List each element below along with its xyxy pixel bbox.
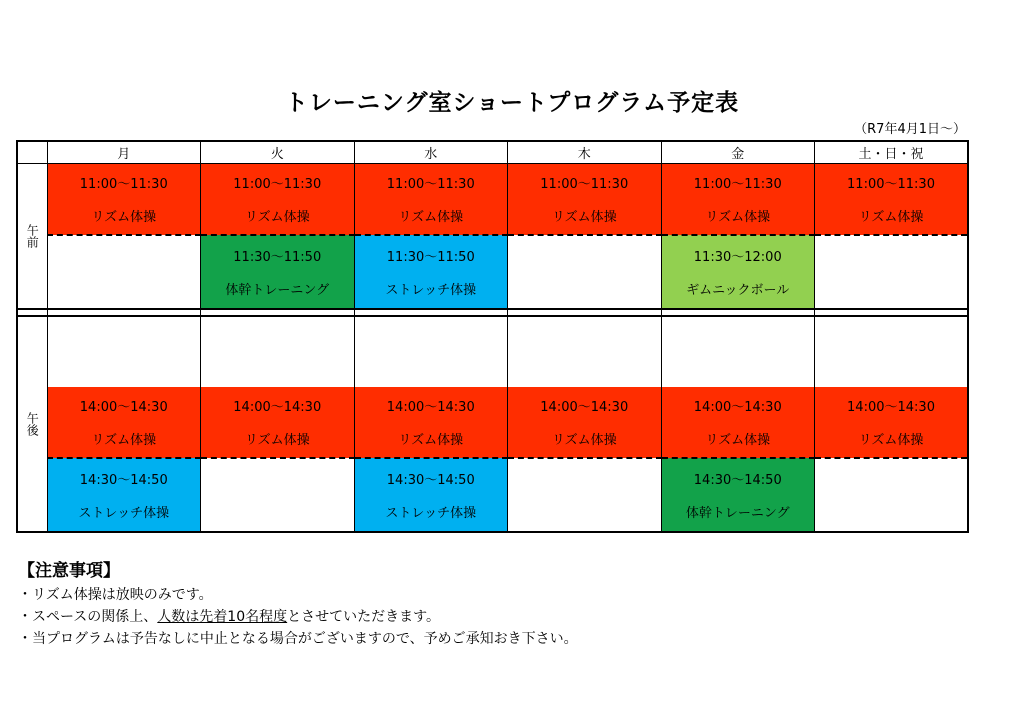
program-cell: [354, 235, 508, 309]
program-cell: [661, 235, 815, 309]
program-cell: [508, 235, 662, 309]
program-cell: [815, 387, 969, 458]
corner-cell: [17, 141, 47, 164]
page-title: トレーニング室ショートプログラム予定表: [284, 90, 740, 116]
program-cell: [201, 235, 355, 309]
program-name: リズム体操: [551, 433, 617, 448]
day-mon: 月: [47, 141, 201, 164]
program-name: リズム体操: [705, 210, 771, 225]
empty-cell: [201, 316, 355, 387]
program-time: 11:00～11:30: [847, 177, 935, 192]
program-cell: [354, 387, 508, 458]
program-time: 14:00～14:30: [79, 400, 168, 415]
note-line: ・当プログラムは予告なしに中止となる場合がございますので、予めご承知おき下さい。: [18, 631, 578, 647]
day-wed: 水: [354, 141, 508, 164]
period-am: 午前: [17, 164, 47, 310]
program-time: 11:00～11:30: [386, 177, 475, 192]
separator-cell: [508, 309, 662, 316]
program-time: 14:30～14:50: [79, 473, 168, 488]
separator-cell: [47, 309, 201, 316]
program-name: リズム体操: [244, 433, 310, 448]
program-name: 体幹トレーニング: [225, 283, 330, 298]
pm-slot1-row: [17, 387, 968, 458]
program-cell: [47, 164, 201, 236]
day-weekend: 土・日・祝: [815, 141, 969, 164]
program-name: リズム体操: [91, 210, 157, 225]
program-name: ストレッチ体操: [385, 283, 477, 298]
program-name: ストレッチ体操: [78, 506, 170, 521]
program-name: ストレッチ体操: [385, 506, 477, 521]
program-time: 14:00～14:30: [847, 400, 935, 415]
program-time: 14:00～14:30: [693, 400, 782, 415]
empty-cell: [47, 316, 201, 387]
program-name: リズム体操: [551, 210, 617, 225]
program-time: 14:00～14:30: [540, 400, 629, 415]
note-text: ・スペースの関係上、: [18, 609, 158, 625]
program-name: リズム体操: [858, 210, 924, 225]
program-name: ギムニックボール: [686, 283, 790, 298]
program-name: 体幹トレーニング: [685, 506, 790, 521]
notes-heading: 【注意事項】: [18, 561, 120, 581]
program-cell: [47, 458, 201, 532]
program-cell: [508, 164, 662, 236]
program-time: 14:30～14:50: [386, 473, 475, 488]
notes-section: [18, 560, 578, 650]
period-separator: [17, 309, 968, 316]
am-slot2-row: [17, 235, 968, 309]
program-time: 11:00～11:30: [233, 177, 322, 192]
program-name: リズム体操: [705, 433, 771, 448]
program-cell: [201, 387, 355, 458]
program-time: 11:00～11:30: [693, 177, 782, 192]
note-text: とさせていただきます。: [287, 609, 441, 625]
empty-cell: [508, 316, 662, 387]
program-time: 14:00～14:30: [386, 400, 475, 415]
program-cell: [661, 387, 815, 458]
program-cell: [661, 458, 815, 532]
program-cell: [354, 458, 508, 532]
program-cell: [201, 458, 355, 532]
pm-slot2-row: [17, 458, 968, 532]
program-cell: [815, 235, 969, 309]
program-time: 11:30～12:00: [693, 250, 782, 265]
program-cell: [201, 164, 355, 236]
program-name: リズム体操: [858, 433, 924, 448]
empty-cell: [815, 316, 969, 387]
note-line: ・リズム体操は放映のみです。: [18, 587, 213, 603]
day-thu: 木: [508, 141, 662, 164]
separator-cell: [17, 309, 47, 316]
program-cell: [47, 235, 201, 309]
program-cell: [508, 387, 662, 458]
empty-cell: [661, 316, 815, 387]
program-name: リズム体操: [91, 433, 157, 448]
program-name: リズム体操: [244, 210, 310, 225]
program-time: 14:00～14:30: [233, 400, 322, 415]
am-slot1-row: [17, 164, 968, 236]
period-pm: 午後: [17, 316, 47, 532]
note-underlined-text: 人数は先着10名程度: [157, 609, 288, 625]
separator-cell: [354, 309, 508, 316]
program-time: 14:30～14:50: [693, 473, 782, 488]
empty-cell: [354, 316, 508, 387]
program-cell: [47, 387, 201, 458]
program-cell: [354, 164, 508, 236]
program-time: 11:30～11:50: [233, 250, 322, 265]
program-cell: [661, 164, 815, 236]
program-cell: [815, 458, 969, 532]
program-cell: [508, 458, 662, 532]
separator-cell: [815, 309, 969, 316]
pm-empty-row: [17, 316, 968, 387]
effective-date: （R7年4月1日～）: [854, 122, 966, 137]
day-fri: 金: [661, 141, 815, 164]
program-time: 11:30～11:50: [386, 250, 475, 265]
separator-cell: [201, 309, 355, 316]
separator-cell: [661, 309, 815, 316]
program-cell: [815, 164, 969, 236]
program-name: リズム体操: [398, 433, 464, 448]
program-time: 11:00～11:30: [79, 177, 168, 192]
day-header-row: [17, 141, 968, 164]
program-name: リズム体操: [398, 210, 464, 225]
program-time: 11:00～11:30: [540, 177, 629, 192]
schedule-table: [16, 140, 969, 533]
day-tue: 火: [201, 141, 355, 164]
note-line: [18, 606, 578, 628]
